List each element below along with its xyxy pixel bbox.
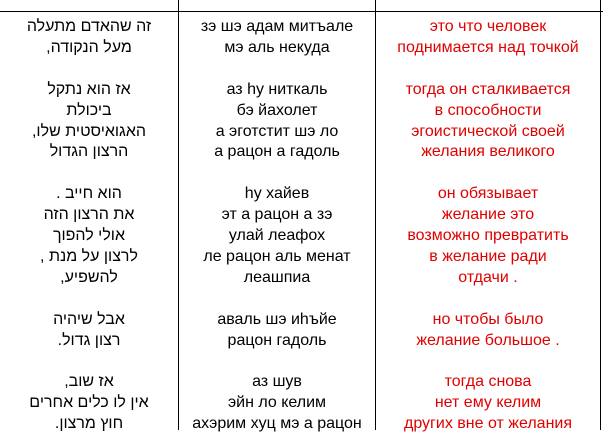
hebrew-line: הרצון הגדול — [49, 143, 129, 161]
translit-line: аваль шэ иhъйе — [217, 310, 337, 328]
russian-line: возможно превратить — [407, 227, 569, 244]
hebrew-line: הוא חייב . — [56, 185, 122, 203]
translit-line: рацон гадоль — [227, 331, 327, 349]
translit-line: эт а рацон а зэ — [221, 206, 333, 224]
hebrew-line: זה שהאדם מתעלה — [26, 18, 152, 35]
russian-line: нет ему келим — [434, 394, 542, 412]
hebrew-line: אולי להפוך — [52, 227, 126, 244]
hebrew-line: אז שוב, — [64, 373, 114, 391]
russian-line: это что человек — [429, 18, 547, 35]
translit-line: а рацон а гадоль — [214, 143, 340, 161]
translit-line: зэ шэ адам митъале — [200, 18, 354, 35]
translit-line: а эготстит шэ ло — [215, 122, 339, 140]
russian-line: тогда он сталкивается — [405, 80, 571, 98]
russian-line: тогда снова — [444, 373, 532, 391]
russian-line: желания великого — [421, 143, 555, 161]
hebrew-line: לרצון על מנת , — [40, 247, 138, 265]
russian-line: других вне от желания — [403, 415, 572, 433]
russian-line: но чтобы было — [432, 310, 544, 328]
translit-line: аз шув — [252, 373, 302, 391]
russian-line: поднимается над точкой — [397, 38, 579, 56]
russian-line: эгоистической своей — [411, 122, 565, 140]
hebrew-line: חוץ מרצון. — [54, 415, 124, 433]
russian-line: в желание ради — [429, 247, 547, 265]
translit-line: эйн ло келим — [227, 394, 327, 412]
translit-line: hу хайев — [244, 185, 310, 203]
hebrew-line: מעל הנקודה, — [46, 38, 132, 56]
hebrew-line: רצון גדול. — [57, 331, 121, 349]
translit-line: аз hу ниткаль — [226, 80, 328, 98]
hebrew-line: להשפיע, — [60, 268, 118, 286]
hebrew-line: אין לו כלים אחרים — [29, 394, 149, 412]
russian-line: желание это — [441, 206, 535, 224]
russian-line: отдачи . — [458, 268, 518, 286]
hebrew-line: ביכולת — [66, 101, 112, 119]
hebrew-line: את הרצון הזה — [43, 206, 135, 224]
translit-line: бэ йахолет — [236, 101, 318, 119]
russian-line: он обязывает — [437, 185, 539, 203]
translit-line: леашпиа — [243, 268, 311, 286]
translit-line: ахэрим хуц мэ а рацон — [192, 415, 362, 433]
hebrew-line: אז הוא נתקל — [47, 80, 131, 98]
column-divider-3 — [600, 0, 601, 430]
russian-line: в способности — [434, 101, 542, 119]
translit-line: ле рацон аль менат — [203, 247, 351, 265]
russian-line: желание большое . — [416, 331, 560, 349]
hebrew-line: אבל שיהיה — [53, 310, 125, 328]
translit-line: мэ аль некуда — [224, 38, 330, 56]
translit-line: улай леафох — [228, 227, 326, 244]
table-top-border — [0, 11, 603, 12]
hebrew-line: האגואיסטית שלו, — [31, 122, 147, 140]
